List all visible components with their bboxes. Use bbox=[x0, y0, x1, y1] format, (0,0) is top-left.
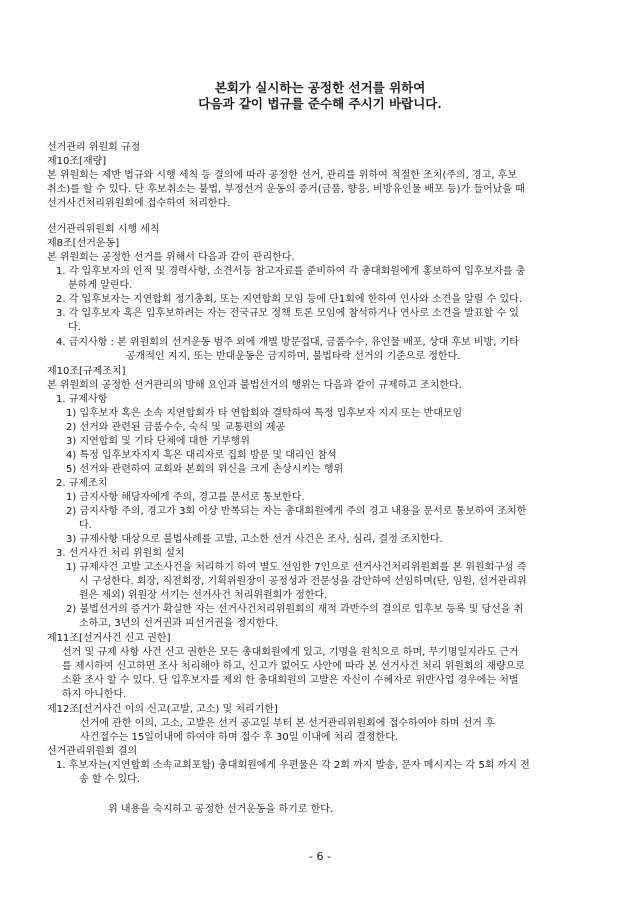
article-heading: 제11조[선거사건 신고 권한] bbox=[47, 633, 171, 644]
article-heading: 제12조[선거사건 이의 신고(고발, 고소) 및 처리기한] bbox=[47, 704, 278, 715]
article-heading: 제10조[재량] bbox=[47, 156, 107, 167]
sub-item-continued: 시 구성한다. 회장, 직전회장, 기획위원장이 공정성과 전문성을 감안하여 선임하며(단, 임원, 선거관리위 bbox=[79, 576, 527, 587]
paragraph-line: 선거사건처리위원회에 접수하여 처리한다. bbox=[47, 198, 231, 209]
title-line-1: 본회가 실시하는 공정한 선거를 위하여 bbox=[214, 80, 426, 95]
list-item: 4. 금지사항 : 본 위원회의 선거운동 범주 외에 개별 방문접대, 금품수수, 유인물 배포, 상대 후보 비방, 기타 bbox=[56, 337, 519, 348]
sub-item: 3) 지연합회 및 기타 단체에 대한 기부행위 bbox=[66, 436, 250, 447]
paragraph-line: 선거에 관한 이의, 고소, 고발은 선거 공고일 부터 본 선거관리위원회에 접수하여야 하며 선거 후 bbox=[80, 718, 495, 729]
list-heading: 1. 규제사항 bbox=[56, 394, 108, 405]
sub-item: 4) 특정 입후보자지지 혹은 대리자로 집회 방문 및 대리인 참석 bbox=[66, 450, 337, 461]
list-item-continued: 송 할 수 있다. bbox=[79, 774, 141, 785]
article-heading: 제8조[선거운동] bbox=[47, 238, 120, 249]
sub-item: 2) 불법선거의 증거가 확실한 자는 선거사건처리위원회의 재적 과반수의 결의로 입후보 등록 및 당선을 취 bbox=[66, 604, 524, 615]
sub-item-continued: 다. bbox=[79, 520, 92, 531]
list-item: 3. 각 입후보자 혹은 입후보하려는 자는 전국규모 정책 토론 모임에 참석하거나 연사로 소견을 발표할 수 있 bbox=[56, 308, 519, 319]
paragraph-line: 선거 및 규제 사항 사건 신고 권한은 모든 총대회원에게 있고, 기명을 원칙으로 하며, 무기명일지라도 근거 bbox=[62, 647, 519, 658]
paragraph-line: 본 위원회의 공정한 선거관리의 방해 요인과 불법선거의 행위는 다음과 같이 규제하고 조치한다. bbox=[47, 380, 462, 391]
sub-item: 1) 입후보자 혹은 소속 지연합회가 타 연합회와 결탁하여 특정 입후보자 지지 또는 반대모임 bbox=[66, 408, 463, 419]
list-item-continued: 공개적인 지지, 또는 반대운동은 금지하며, 불법타락 선거의 기준으로 정한다. bbox=[126, 351, 461, 362]
paragraph-line: 를 제시하여 신고하면 조사 처리해야 하고, 신고가 없어도 사안에 따라 본 선거사건 처리 위원회의 재량으로 bbox=[62, 661, 526, 672]
list-item-continued: 다. bbox=[68, 322, 81, 333]
list-heading: 3. 선거사건 처리 위원회 설치 bbox=[56, 548, 185, 559]
paragraph-line: 본 위원회는 공정한 선거를 위해서 다음과 같이 관리한다. bbox=[47, 252, 295, 263]
list-item: 2. 각 입후보자는 지연합회 정기총회, 또는 지연합회 모임 등에 단1회에 한하여 인사와 소견을 알릴 수 있다. bbox=[56, 294, 523, 305]
sub-item: 2) 선거와 관련된 금품수수, 숙식 및 교통편의 제공 bbox=[66, 422, 286, 433]
article-heading: 제10조[규제조치] bbox=[47, 366, 126, 377]
section-heading: 선거관리 위원회 규정 bbox=[47, 142, 141, 153]
paragraph-line: 사건접수는 15일이내에 하여야 하며 접수 후 30일 이내에 처리 결정한다. bbox=[80, 732, 399, 743]
section-heading: 선거관리위원회 결의 bbox=[47, 746, 138, 757]
list-heading: 2. 규제조치 bbox=[56, 478, 108, 489]
list-item: 1. 각 입후보자의 인적 및 경력사항, 소견서등 참고자료를 준비하여 각 총대회원에게 홍보하여 입후보자를 충 bbox=[56, 266, 526, 277]
paragraph-line: 본 위원회는 제반 법규와 시행 세칙 등 결의에 따라 공정한 선거, 관리를 위하여 적절한 조치(주의, 경고, 후보 bbox=[47, 170, 518, 181]
list-item-continued: 분하게 알린다. bbox=[68, 280, 133, 291]
sub-item-continued: 소하고, 3년의 선거권과 피선거권을 정지한다. bbox=[79, 618, 279, 629]
page-number: - 6 - bbox=[309, 850, 331, 863]
title-line-2: 다음과 같이 법규를 준수해 주시기 바랍니다. bbox=[198, 96, 442, 111]
sub-item: 3) 규제사항 대상으로 불법사례를 고발, 고소한 선거 사건은 조사, 심리, 결정 조치한다. bbox=[66, 534, 443, 545]
section-heading: 선거관리위원회 시행 세칙 bbox=[47, 224, 160, 235]
sub-item: 1) 금지사항 해당자에게 주의, 경고를 문서로 통보한다. bbox=[66, 492, 305, 503]
sub-item: 5) 선거와 관련하여 교회와 본회의 위신을 크게 손상시키는 행위 bbox=[66, 464, 344, 475]
paragraph-line: 취소)를 할 수 있다. 단 후보취소는 불법, 부정선거 운동의 증거(금품, 향응, 비방유인물 배포 등)가 들어났을 때 bbox=[47, 184, 525, 195]
closing-statement: 위 내용을 숙지하고 공정한 선거운동을 하기로 한다. bbox=[108, 804, 334, 815]
sub-item-continued: 원은 제외) 위원장 서기는 선거사건 처리위원회가 정한다. bbox=[79, 590, 328, 601]
sub-item: 1) 규제사건 고발 고소사건을 처리하기 하여 별도 선임한 7인으로 선거사건처리위원회를 본 위원회구성 즉 bbox=[66, 562, 527, 573]
paragraph-line: 하지 아니한다. bbox=[62, 689, 127, 700]
sub-item: 2) 금지사항 주의, 경고가 3회 이상 반복되는 자는 총대회원에게 주의 경고 내용을 문서로 통보하여 조치한 bbox=[66, 506, 527, 517]
list-item: 1. 후보자는(지연합회 소속교회포함) 총대회원에게 우편물은 각 2회 까지 발송, 문자 메시지는 각 5회 까지 전 bbox=[56, 760, 530, 771]
paragraph-line: 소환 조사 할 수 있다. 단 입후보자를 제외 한 총대회원의 고발은 자신이 수혜자로 위반사업 경우에는 처벌 bbox=[62, 675, 519, 686]
